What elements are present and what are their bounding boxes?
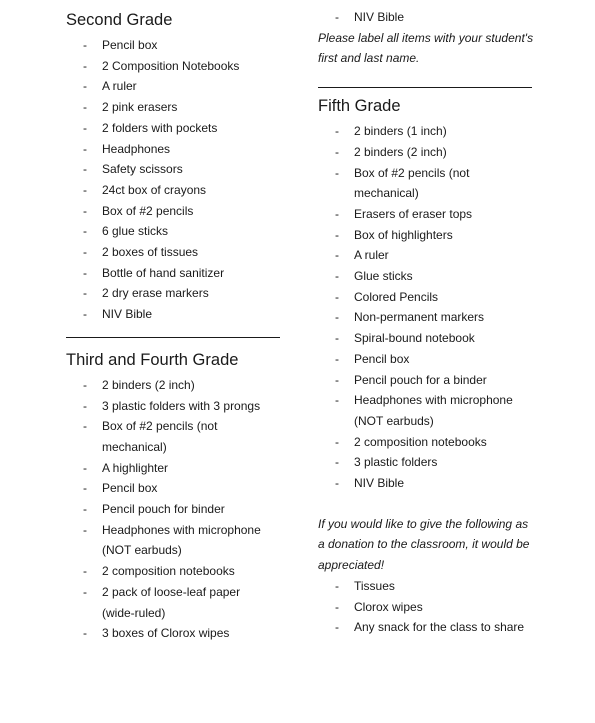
list-item: - Erasers of eraser tops	[335, 206, 473, 221]
list-item: - Pencil box	[83, 481, 158, 496]
list-item: - A ruler	[335, 248, 389, 263]
list-item: - Headphones	[83, 141, 171, 156]
list-item: - Colored Pencils	[335, 289, 439, 304]
section-divider	[318, 87, 532, 88]
section-divider	[66, 337, 280, 338]
right-column	[318, 0, 548, 638]
list-item: - Bottle of hand sanitizer	[83, 265, 225, 280]
list-item: - Safety scissors	[83, 162, 183, 177]
list-item: - A highlighter	[83, 460, 169, 475]
list-item: - 2 folders with pockets	[83, 120, 218, 135]
list-item: - 2 pink erasers	[83, 100, 178, 115]
list-item: - 2 Composition Notebooks	[83, 58, 240, 73]
list-item: - 2 boxes of tissues	[83, 245, 199, 260]
list-item: - Tissues	[335, 578, 395, 593]
list-item: - 2 pack of loose-leaf paper (wide-ruled)	[83, 584, 241, 620]
list-item: - Box of #2 pencils (not mechanical)	[335, 165, 470, 201]
list-item: - Box of highlighters	[335, 227, 453, 242]
list-item: - Non-permanent markers	[335, 310, 485, 325]
list-item: - 2 binders (1 inch)	[335, 124, 447, 139]
donation-list	[318, 576, 548, 638]
list-item: - NIV Bible	[83, 307, 153, 322]
list-item: - Spiral-bound notebook	[335, 331, 475, 346]
list-item: - 2 composition notebooks	[83, 564, 235, 579]
list-item: - Headphones with microphone (NOT earbuds)	[83, 522, 261, 558]
list-item: - Box of #2 pencils (not mechanical)	[83, 419, 218, 454]
third-fourth-grade-heading: Third and Fourth Grade	[66, 350, 239, 369]
list-item: - Clorox wipes	[335, 599, 423, 614]
list-item: - 2 dry erase markers	[83, 286, 209, 301]
list-item: - Pencil box	[83, 38, 158, 52]
list-item: - Pencil box	[335, 351, 410, 366]
list-item: - Glue sticks	[335, 269, 413, 284]
second-grade-heading: Second Grade	[66, 11, 173, 29]
list-item: - 2 composition notebooks	[335, 434, 487, 449]
list-item: - Pencil pouch for binder	[83, 502, 225, 517]
list-item: - 24ct box of crayons	[83, 182, 207, 197]
list-item: - 2 binders (2 inch)	[335, 144, 447, 159]
list-item: - 3 boxes of Clorox wipes	[83, 626, 230, 641]
fifth-grade-heading: Fifth Grade	[318, 97, 401, 116]
list-item: - 6 glue sticks	[83, 224, 169, 239]
third-fourth-grade-list	[66, 375, 284, 644]
second-grade-list	[66, 35, 284, 325]
list-item: - Any snack for the class to share	[335, 620, 525, 635]
list-item: - 3 plastic folders with 3 prongs	[83, 398, 261, 413]
list-item: - Box of #2 pencils	[83, 203, 194, 218]
fifth-grade-list	[318, 121, 548, 494]
list-item: - Headphones with microphone (NOT earbuds)	[335, 393, 513, 428]
list-item: - 2 binders (2 inch)	[83, 377, 195, 392]
donation-note: If you would like to give the following as a donation to the classroom, it would be appreciated!	[318, 516, 530, 573]
left-column	[66, 0, 284, 644]
list-item: - 3 plastic folders	[335, 455, 438, 470]
list-item: - NIV Bible	[335, 476, 405, 491]
list-item: - A ruler	[83, 79, 137, 94]
list-item: - Pencil pouch for a binder	[335, 372, 487, 387]
label-items-note: Please label all items with your student's first and last name.	[318, 30, 534, 66]
third-fourth-continued-list	[318, 7, 548, 28]
list-item: - NIV Bible	[335, 10, 405, 24]
